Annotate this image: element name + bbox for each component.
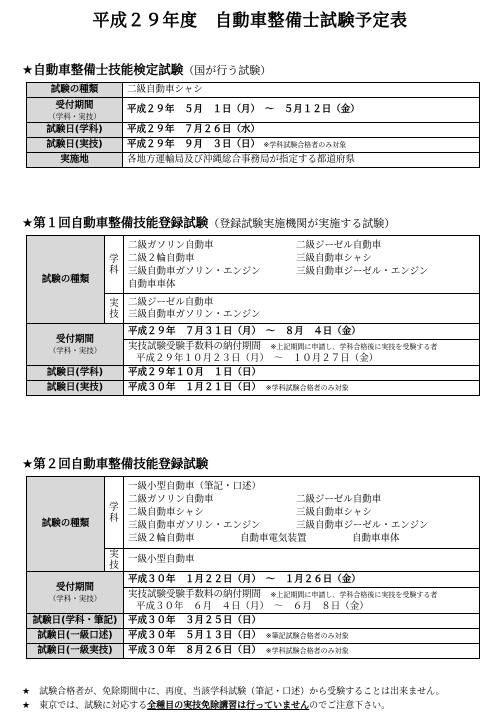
practical-date: 平成２９年 ９月 ３日（日） xyxy=(127,139,261,150)
s3-fee xyxy=(124,588,480,614)
s2-gakka-item: 二級ジーゼル自動車 xyxy=(296,239,382,251)
s3-fee-value: 平成３０年 ６月 ４日（月） ～ ６月 ８日（金） xyxy=(136,600,369,612)
section-1-subtitle: （国が行う試験） xyxy=(183,64,272,77)
s2-apply-value: 平成２９年 ７月３１日（月） ～ ８月 ４日（金） xyxy=(124,324,480,340)
s3-gakka-item: 三級自動車シャシ xyxy=(296,507,372,518)
s2-gakka-item: 三級自動車ガソリン・エンジン xyxy=(128,265,261,277)
s3-gakka-item: 三級自動車ガソリン・エンジン xyxy=(128,520,261,531)
s2-fee xyxy=(124,340,480,366)
s3-gakka-last-item: 三級２輪自動車 xyxy=(128,533,195,544)
section-2-title: ★第１回自動車整備技能登録試験 xyxy=(22,215,209,230)
s2-written-value: 平成２９年１０月 １日（日） xyxy=(124,366,480,381)
s2-gakka-item: 三級自動車シャシ xyxy=(296,252,372,264)
type-label: 試験の種類 xyxy=(27,83,123,98)
s3-gakka-item: 二級ジーゼル自動車 xyxy=(296,494,382,505)
s2-type-label: 試験の種類 xyxy=(27,236,105,324)
s2-apply-label-small: （学科・実技） xyxy=(48,346,102,355)
section-1-heading xyxy=(22,60,271,78)
s3-gakka-label: 学科 xyxy=(105,477,124,549)
s2-gakka-item: 二級ガソリン自動車 xyxy=(128,239,214,251)
venue-value: 各地方運輸局及び沖縄総合事務局が指定する都道府県 xyxy=(123,153,480,168)
type-value: 二級自動車シャシ xyxy=(123,83,480,98)
s2-gakka-grid xyxy=(128,239,475,291)
section-3-heading xyxy=(22,454,208,472)
practical-note: ※学科試験合格者のみ対象 xyxy=(263,141,347,149)
s3-d2-date: 平成３０年 ５月１３日（日） xyxy=(128,630,257,641)
s3-d1-value: 平成３０年 ３月２５日（日） xyxy=(124,614,480,629)
s3-gakka-item: 二級ガソリン自動車 xyxy=(128,494,214,505)
s2-gakka-label: 学科 xyxy=(105,236,124,294)
s2-fee-note: ※上記期間に申請し、学科合格後に実技を受験する者 xyxy=(270,342,438,351)
s3-gakka-last-item: 自動車車体 xyxy=(352,533,400,544)
s3-gakka-first: 一級小型自動車（筆記・口述） xyxy=(128,481,262,492)
s3-apply-label-small: （学科・実技） xyxy=(48,594,102,603)
s2-gakka-item: 三級自動車ジーゼル・エンジン xyxy=(296,265,429,277)
s2-gakka-item: 自動車車体 xyxy=(128,278,176,290)
s3-fee-label: 実技試験受験手数料の納付期間 xyxy=(128,588,262,600)
s2-gakka-item: 二級２輪自動車 xyxy=(128,252,195,264)
s2-jitsugi-item: 三級自動車ガソリン・エンジン xyxy=(128,308,261,320)
s3-d3-label: 試験日(一級実技) xyxy=(27,644,124,659)
footnote-2-emphasis: 全種目の実技免除講習は行っていません xyxy=(147,701,310,711)
section-3-title: ★第２回自動車整備技能登録試験 xyxy=(22,456,209,471)
s2-jitsugi-label: 実技 xyxy=(105,294,124,324)
s3-d1-label: 試験日(学科・筆記) xyxy=(27,614,124,629)
footnote-2-pre: ★ 東京では、試験に対応する xyxy=(22,701,148,711)
s3-type-label: 試験の種類 xyxy=(27,477,105,572)
s3-d3-date: 平成３０年 ８月２６日（日） xyxy=(128,645,257,656)
venue-label: 実施地 xyxy=(27,153,123,168)
s3-apply-value: 平成３０年 １月２２日（月） ～ １月２６日（金） xyxy=(124,572,480,588)
apply-label xyxy=(27,98,123,123)
s2-gakka-list xyxy=(124,236,480,294)
section-2-heading xyxy=(22,213,395,231)
s3-jitsugi-label: 実技 xyxy=(105,549,124,572)
s2-jitsugi-list xyxy=(124,294,480,324)
apply-value: 平成２９年 ５月 １日（月） ～ ５月１２日（金） xyxy=(123,98,480,123)
s2-practical-date: 平成３０年 １月２１日（日） xyxy=(128,382,257,393)
s3-d2-value xyxy=(124,629,480,644)
s3-d2-label: 試験日(一級口述) xyxy=(27,629,124,644)
written-value: 平成２９年 ７月２６日（水） xyxy=(123,123,480,138)
s3-apply-label xyxy=(27,572,124,614)
s3-gakka-item: 三級自動車ジーゼル・エンジン xyxy=(296,520,429,531)
s2-apply-label-text: 受付期間 xyxy=(55,334,94,345)
page-title: 平成２９年度 自動車整備士試験予定表 xyxy=(92,11,408,31)
s3-d3-value xyxy=(124,644,480,659)
s2-fee-value: 平成２９年１０月２３日（月） ～ １０月２７日（金） xyxy=(136,352,379,364)
footnote-1: ★ 試験合格者が、免除期間中に、再度、当該学科試験（筆記・口述）から受験することは出来ません。 xyxy=(22,687,445,697)
s3-gakka-last xyxy=(128,532,475,545)
section-1-title: ★自動車整備士技能検定試験 xyxy=(22,62,184,77)
section-2-table xyxy=(26,235,480,396)
section-1-table xyxy=(26,82,480,168)
s3-jitsugi-item: 一級小型自動車 xyxy=(124,549,480,572)
s3-apply-label-text: 受付期間 xyxy=(55,582,94,593)
s2-fee-label: 実技試験受験手数料の納付期間 xyxy=(128,340,262,352)
written-label: 試験日(学科) xyxy=(27,123,123,138)
s3-d2-note: ※筆記試験合格者のみ対象 xyxy=(265,632,349,640)
s2-apply-label xyxy=(27,324,124,366)
s3-gakka-list xyxy=(124,477,480,549)
s2-practical-label: 試験日(実技) xyxy=(27,381,124,396)
s3-fee-note: ※上記期間に申請し、学科合格後に実技を受験する者 xyxy=(270,590,438,599)
s3-gakka-last-item: 自動車電気装置 xyxy=(240,533,307,544)
footnote-2 xyxy=(22,700,390,713)
section-3-table xyxy=(26,476,480,659)
practical-label: 試験日(実技) xyxy=(27,138,123,153)
s3-d3-note: ※学科試験合格者のみ対象 xyxy=(265,647,349,655)
s2-practical-note: ※学科試験合格者のみ対象 xyxy=(265,384,349,392)
s2-gakka-item xyxy=(296,278,466,291)
footnote-2-post: のでご注意下さい。 xyxy=(309,701,391,711)
apply-label-text: 受付期間 xyxy=(55,99,94,111)
s2-jitsugi-item: 二級ジーゼル自動車 xyxy=(128,296,214,308)
s2-practical-value xyxy=(124,381,480,396)
section-2-subtitle: （登録試験実施機関が実施する試験） xyxy=(208,217,396,230)
s3-gakka-grid xyxy=(128,493,475,532)
apply-label-small: （学科・実技） xyxy=(48,111,101,121)
practical-value xyxy=(123,138,480,153)
s3-gakka-item: 二級自動車シャシ xyxy=(128,507,204,518)
s2-written-label: 試験日(学科) xyxy=(27,366,124,381)
